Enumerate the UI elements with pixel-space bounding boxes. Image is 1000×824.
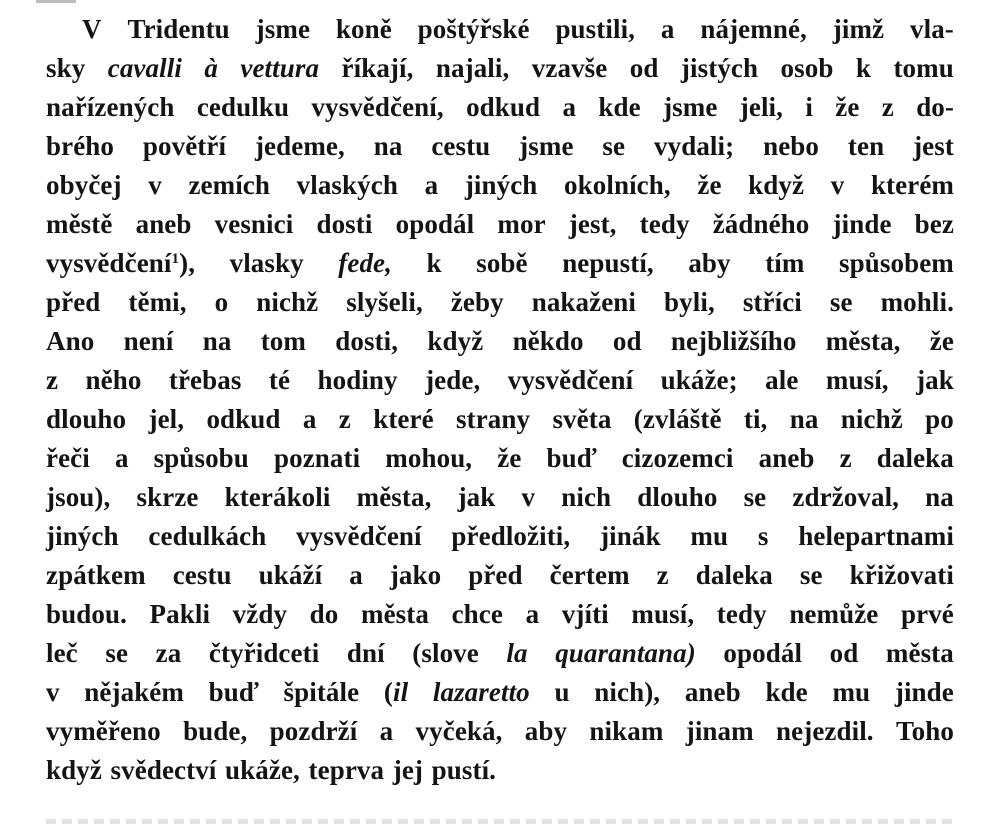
text-line bbox=[46, 283, 954, 322]
word: mu bbox=[832, 677, 871, 707]
word: nařízených bbox=[46, 92, 175, 122]
word: nich bbox=[561, 482, 612, 512]
word: a bbox=[562, 92, 577, 122]
text-line bbox=[46, 166, 954, 205]
word: jak bbox=[457, 482, 496, 512]
word: opodál bbox=[723, 638, 803, 668]
word: (il bbox=[383, 677, 409, 707]
italic-term: fede, bbox=[338, 248, 392, 278]
word: sobě bbox=[476, 248, 528, 278]
word: vzavše bbox=[531, 53, 608, 83]
word: od bbox=[629, 53, 659, 83]
word: v bbox=[148, 170, 162, 200]
word: na bbox=[202, 326, 232, 356]
word: za bbox=[155, 638, 182, 668]
word: nichž bbox=[840, 404, 903, 434]
word: s bbox=[757, 521, 769, 551]
bottom-edge-fragment bbox=[46, 815, 954, 824]
word: Pakli bbox=[149, 599, 211, 629]
footnote-marker: 1 bbox=[171, 251, 180, 267]
word: nejezdil. bbox=[776, 716, 874, 746]
word: se bbox=[799, 560, 823, 590]
word: najali, bbox=[435, 53, 510, 83]
text-line bbox=[46, 49, 954, 88]
word: odkud bbox=[206, 404, 281, 434]
word: když bbox=[427, 326, 484, 356]
word: něho bbox=[85, 365, 142, 395]
word: a bbox=[525, 599, 540, 629]
word: od bbox=[829, 638, 859, 668]
italic-term: à bbox=[204, 53, 218, 83]
word: jsou), bbox=[46, 482, 111, 512]
word: města, bbox=[825, 326, 901, 356]
word: městě bbox=[46, 209, 113, 239]
word: zemích bbox=[188, 170, 270, 200]
word: ukáží bbox=[258, 560, 323, 590]
text-line bbox=[46, 361, 954, 400]
word: poznati bbox=[273, 443, 361, 473]
word: povětří bbox=[142, 131, 227, 161]
word: té bbox=[268, 365, 291, 395]
word: cedulkách bbox=[148, 521, 267, 551]
word: cizozemci bbox=[621, 443, 734, 473]
text-line bbox=[46, 634, 954, 673]
text-line bbox=[46, 439, 954, 478]
word: dní bbox=[346, 638, 385, 668]
word: a bbox=[379, 716, 394, 746]
word: (zvláště bbox=[633, 404, 722, 434]
word: buď bbox=[208, 677, 259, 707]
word: spůsobu bbox=[153, 443, 249, 473]
text-line bbox=[46, 595, 954, 634]
word: a bbox=[349, 560, 363, 590]
italic-term: il bbox=[392, 677, 409, 707]
word: k bbox=[426, 248, 442, 278]
word: nebo bbox=[763, 131, 820, 161]
word: řeči bbox=[46, 443, 90, 473]
word: které bbox=[373, 404, 434, 434]
text-line bbox=[46, 556, 954, 595]
word: tím bbox=[765, 248, 805, 278]
word: cedulku bbox=[196, 92, 290, 122]
word: pozdrží bbox=[269, 716, 358, 746]
word: ale bbox=[765, 365, 799, 395]
word: jinam bbox=[685, 716, 754, 746]
word: před bbox=[46, 287, 101, 317]
word: stříci bbox=[742, 287, 802, 317]
word: jimž bbox=[832, 14, 885, 44]
word: Toho bbox=[895, 716, 954, 746]
word: vydali; bbox=[654, 131, 735, 161]
word: bude, bbox=[183, 716, 248, 746]
word: kterákoli bbox=[224, 482, 331, 512]
word: jest bbox=[913, 131, 954, 161]
word: když bbox=[748, 170, 805, 200]
text-line bbox=[46, 400, 954, 439]
word: Tridentu bbox=[127, 14, 230, 44]
word: vždy bbox=[232, 599, 288, 629]
word: se bbox=[743, 482, 767, 512]
word: předložiti, bbox=[451, 521, 571, 551]
text-line bbox=[46, 322, 954, 361]
word: obyčej bbox=[46, 170, 122, 200]
word: mohli. bbox=[880, 287, 954, 317]
word: nikam bbox=[589, 716, 664, 746]
word: jak bbox=[916, 365, 954, 395]
word: jede, bbox=[425, 365, 481, 395]
word: sky bbox=[46, 53, 86, 83]
word: jej bbox=[392, 755, 424, 785]
word: a bbox=[660, 14, 675, 44]
word: jel, bbox=[148, 404, 185, 434]
word: v bbox=[46, 677, 60, 707]
word: opodál bbox=[395, 209, 475, 239]
word: jsme bbox=[519, 131, 574, 161]
word: před bbox=[468, 560, 523, 590]
word: jsme bbox=[663, 92, 718, 122]
word: tom bbox=[260, 326, 307, 356]
word: slyšeli, bbox=[346, 287, 423, 317]
text-line bbox=[46, 712, 954, 751]
word: V bbox=[82, 14, 102, 44]
word: aby bbox=[688, 248, 731, 278]
word: z bbox=[881, 92, 894, 122]
word: i bbox=[805, 92, 813, 122]
text-line bbox=[46, 205, 954, 244]
word: bez bbox=[914, 209, 954, 239]
word: z bbox=[656, 560, 669, 590]
word: na bbox=[789, 404, 819, 434]
word: do bbox=[309, 599, 339, 629]
word: do- bbox=[916, 92, 954, 122]
word: hodiny bbox=[317, 365, 398, 395]
italic-term: vettura bbox=[240, 53, 320, 83]
word: Ano bbox=[46, 326, 95, 356]
word: jinák bbox=[600, 521, 661, 551]
word: čtyřidceti bbox=[208, 638, 320, 668]
word: není bbox=[123, 326, 174, 356]
word: odkud bbox=[466, 92, 541, 122]
word: že bbox=[697, 170, 722, 200]
word: svědectví bbox=[110, 755, 217, 785]
text-line bbox=[46, 751, 954, 790]
word: ti, bbox=[743, 404, 768, 434]
word: (slove bbox=[412, 638, 479, 668]
word: mor bbox=[497, 209, 546, 239]
word: vlaských bbox=[296, 170, 398, 200]
word: křižovati bbox=[849, 560, 954, 590]
word: brého bbox=[46, 131, 114, 161]
word: vesnici bbox=[214, 209, 294, 239]
word: mohou, bbox=[385, 443, 473, 473]
word: na bbox=[925, 482, 954, 512]
word: poštýřské bbox=[417, 14, 530, 44]
word: se bbox=[829, 287, 853, 317]
word: po bbox=[925, 404, 954, 434]
word: z bbox=[338, 404, 351, 434]
word: zpátkem bbox=[46, 560, 146, 590]
word: u bbox=[554, 677, 570, 707]
word: byli, bbox=[664, 287, 715, 317]
word: jiných bbox=[46, 521, 119, 551]
word: prvé bbox=[901, 599, 954, 629]
word: pustí. bbox=[431, 755, 497, 785]
word: dlouho bbox=[46, 404, 127, 434]
text-line bbox=[46, 244, 954, 283]
word: mu bbox=[690, 521, 729, 551]
text-line bbox=[46, 478, 954, 517]
italic-term: lazaretto bbox=[432, 677, 530, 707]
word: ukáže; bbox=[660, 365, 738, 395]
word: tedy bbox=[716, 599, 767, 629]
word: z bbox=[839, 443, 852, 473]
word: špitále bbox=[283, 677, 360, 707]
word: musí, bbox=[825, 365, 889, 395]
word: nějakém bbox=[84, 677, 184, 707]
word: města bbox=[361, 599, 429, 629]
word: ten bbox=[847, 131, 885, 161]
word: ) bbox=[686, 638, 696, 668]
word: města bbox=[885, 638, 954, 668]
word: zdržoval, bbox=[792, 482, 900, 512]
text-line bbox=[46, 127, 954, 166]
word: nájemné, bbox=[700, 14, 807, 44]
word: budou. bbox=[46, 599, 127, 629]
word: vyčeká, bbox=[415, 716, 503, 746]
word: žeby bbox=[450, 287, 504, 317]
word: že bbox=[497, 443, 522, 473]
word: na bbox=[373, 131, 403, 161]
word: žádného bbox=[712, 209, 810, 239]
word: jinde bbox=[832, 209, 892, 239]
word: vysvědčení bbox=[507, 365, 634, 395]
top-edge-fragment bbox=[36, 0, 76, 3]
word: třebas bbox=[168, 365, 242, 395]
word: nichž bbox=[256, 287, 319, 317]
word: pustili, bbox=[555, 14, 636, 44]
word: že bbox=[929, 326, 954, 356]
word: teprva bbox=[308, 755, 385, 785]
word: spůsobem bbox=[839, 248, 954, 278]
word: tedy bbox=[639, 209, 690, 239]
word: jistých bbox=[680, 53, 759, 83]
word: daleka bbox=[695, 560, 773, 590]
word: někdo bbox=[512, 326, 584, 356]
word: čertem bbox=[549, 560, 630, 590]
word: vyměřeno bbox=[46, 716, 161, 746]
italic-term: quarantana) bbox=[555, 638, 696, 668]
word: nepustí, bbox=[562, 248, 654, 278]
italic-term: la bbox=[506, 638, 528, 668]
word: osob bbox=[780, 53, 834, 83]
word: aneb bbox=[758, 443, 815, 473]
word: dosti bbox=[316, 209, 373, 239]
word: vysvědčení, bbox=[311, 92, 444, 122]
word: vysvědčení bbox=[296, 521, 422, 551]
word: jsme bbox=[255, 14, 311, 44]
word: ukáže, bbox=[225, 755, 300, 785]
word: aby bbox=[524, 716, 568, 746]
text-line bbox=[46, 517, 954, 556]
word: v bbox=[830, 170, 845, 200]
word: musí, bbox=[631, 599, 695, 629]
word: dosti, bbox=[335, 326, 399, 356]
word: a bbox=[424, 170, 439, 200]
word: k bbox=[855, 53, 872, 83]
word: okolních, bbox=[564, 170, 671, 200]
word: nich), bbox=[594, 677, 661, 707]
italic-term: cavalli bbox=[107, 53, 182, 83]
word: města, bbox=[356, 482, 432, 512]
word: kde bbox=[765, 677, 808, 707]
word: a bbox=[114, 443, 129, 473]
word: leč bbox=[46, 638, 78, 668]
word: , bbox=[385, 248, 392, 278]
word: jako bbox=[389, 560, 442, 590]
word: těmi, bbox=[128, 287, 187, 317]
word: od bbox=[612, 326, 642, 356]
word: dlouho bbox=[637, 482, 718, 512]
word: chce bbox=[451, 599, 503, 629]
word: v bbox=[521, 482, 536, 512]
word: daleka bbox=[876, 443, 954, 473]
word: skrze bbox=[136, 482, 199, 512]
paragraph bbox=[46, 10, 954, 790]
word: aneb bbox=[684, 677, 741, 707]
word: se bbox=[602, 131, 626, 161]
word: ), bbox=[179, 248, 196, 278]
word: vlasky bbox=[229, 248, 304, 278]
word: strany bbox=[456, 404, 531, 434]
word: nejbližšího bbox=[670, 326, 797, 356]
word: jinde bbox=[894, 677, 954, 707]
word: se bbox=[105, 638, 129, 668]
word: jest, bbox=[568, 209, 617, 239]
word: nemůže bbox=[789, 599, 879, 629]
word: z bbox=[46, 365, 59, 395]
word: cestu bbox=[431, 131, 491, 161]
word: kde bbox=[598, 92, 641, 122]
word: a bbox=[302, 404, 317, 434]
cut-off-line bbox=[46, 819, 954, 824]
word: o bbox=[214, 287, 229, 317]
word: světa bbox=[552, 404, 612, 434]
word: kterém bbox=[870, 170, 954, 200]
word: cestu bbox=[172, 560, 232, 590]
text-line bbox=[46, 10, 954, 49]
word: tomu bbox=[893, 53, 954, 83]
word: koně bbox=[335, 14, 392, 44]
text-line bbox=[46, 673, 954, 712]
word: aneb bbox=[135, 209, 192, 239]
text-line bbox=[46, 88, 954, 127]
word: že bbox=[835, 92, 860, 122]
word: říkají, bbox=[341, 53, 414, 83]
word: když bbox=[46, 755, 102, 785]
word: vjíti bbox=[561, 599, 609, 629]
word: jiných bbox=[464, 170, 538, 200]
word: jeli, bbox=[739, 92, 783, 122]
word: vla- bbox=[910, 14, 954, 44]
word: buď bbox=[546, 443, 597, 473]
word: vysvědčení$^1$), bbox=[46, 248, 196, 278]
word: helepartnami bbox=[798, 521, 954, 551]
word: nakaženi bbox=[531, 287, 637, 317]
word: jedeme, bbox=[254, 131, 345, 161]
